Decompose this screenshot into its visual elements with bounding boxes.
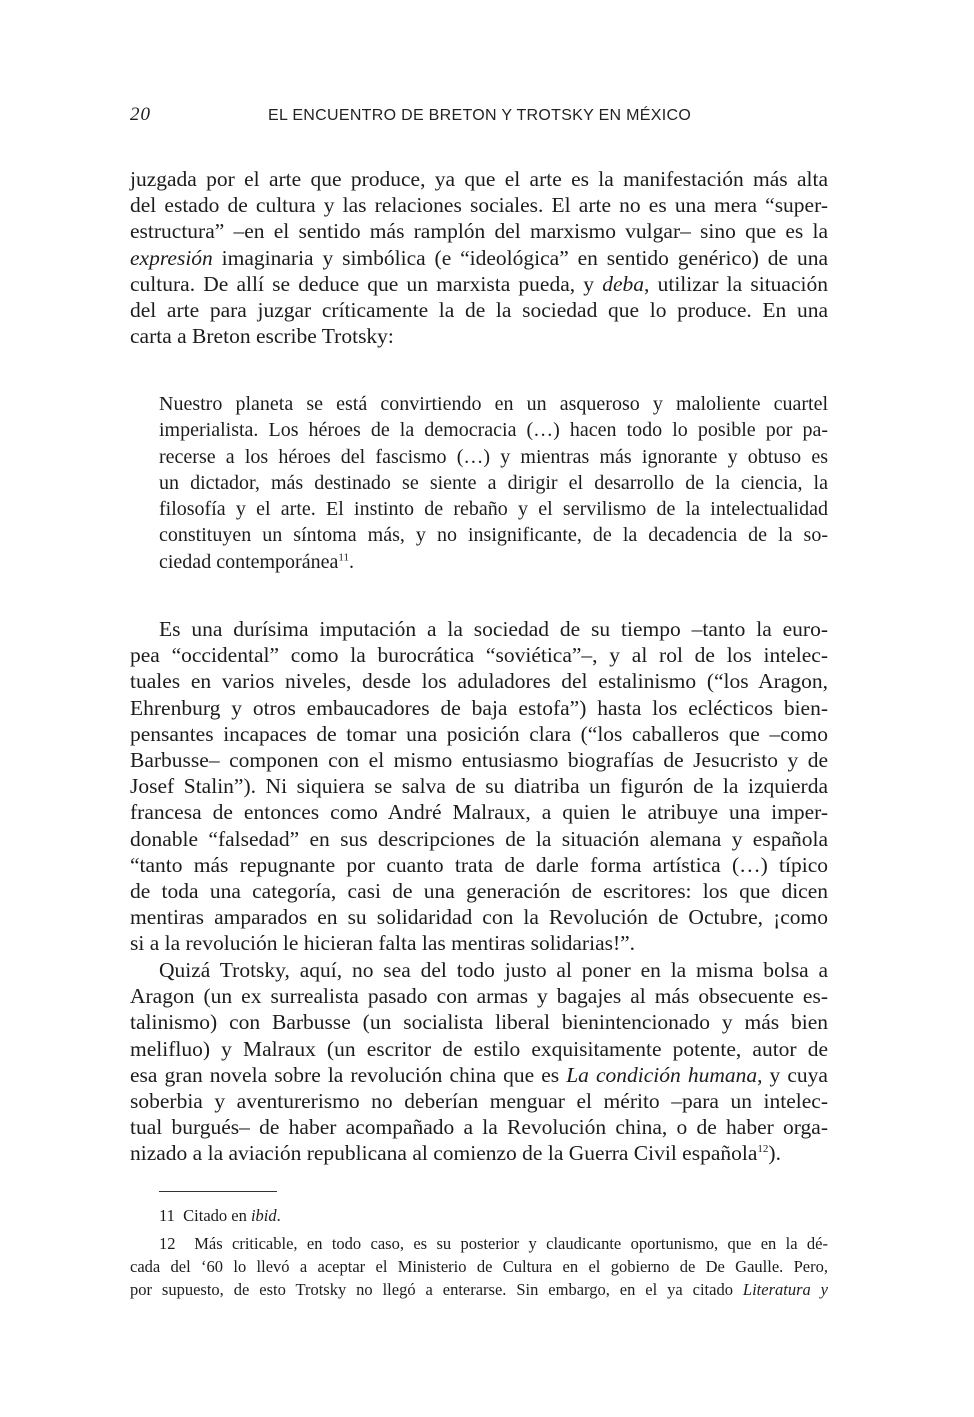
text-line: de toda una categoría, casi de una generación de escritores: los que dicen [130, 879, 828, 904]
text-line [130, 957, 828, 983]
text-line: Aragon (un ex surrealista pasado con armas y bagajes al más obsecuente es- [130, 984, 828, 1009]
footnote-ref[interactable]: 12 [757, 1143, 769, 1156]
italic-term: deba [602, 271, 645, 296]
quote-line: Nuestro planeta se está convirtiendo en un asqueroso y maloliente cuartel [159, 393, 828, 415]
footnote-line [130, 1232, 828, 1255]
text-fragment: . [276, 1206, 281, 1225]
text-fragment: ). [768, 1141, 781, 1166]
text-line: del arte para juzgar críticamente la de la sociedad que lo produce. En una [130, 298, 828, 323]
footnote-number: 11 [159, 1206, 175, 1225]
quote-line: filosofía y el arte. El instinto de rebaño y el servilismo de la intelectualidad [159, 498, 828, 521]
paragraph-1 [130, 166, 828, 349]
text-line: carta a Breton escribe Trotsky: [130, 324, 394, 349]
text-fragment: Citado en [183, 1206, 247, 1225]
block-quote [159, 391, 828, 575]
text-fragment: imaginaria y simbólica (e “ideológica” en sentido genérico) de una [221, 245, 828, 270]
text-fragment: nizado a la aviación republicana al comienzo de la Guerra Civil española [130, 1141, 758, 1166]
text-line [130, 1140, 828, 1166]
text-fragment: , utilizar la situación [644, 271, 828, 296]
footnote-11 [130, 1204, 828, 1227]
text-fragment: ciedad contemporánea [159, 550, 339, 573]
text-line: Josef Stalin”). Ni siquiera se salva de su diatriba un figurón de la izquierda [130, 774, 828, 799]
italic-term: expresión [130, 245, 213, 270]
text-line: tual burgués– de haber acompañado a la Revolución china, o de haber orga- [130, 1115, 828, 1140]
text-fragment: esa gran novela sobre la revolución china que es [130, 1062, 560, 1087]
text-line: pensantes incapaces de tomar una posición clara (“los caballeros que –como [130, 721, 828, 746]
quote-line: recerse a los héroes del fascismo (…) y mientras más ignorante y obtuso es [159, 445, 828, 468]
footnote-ref[interactable]: 11 [338, 551, 349, 564]
text-line: “tanto más repugnante por cuanto trata de darle forma artística (…) típico [130, 852, 828, 877]
text-line: juzgada por el arte que produce, ya que el arte es la manifestación más alta [130, 167, 828, 191]
quote-line: constituyen un síntoma más, y no insignificante, de la decadencia de la so- [159, 524, 828, 547]
text-line: tuales en varios niveles, desde los aduladores del estalinismo (“los Aragon, [130, 669, 828, 694]
text-line: si a la revolución le hicieran falta las mentiras solidarias!”. [130, 931, 636, 956]
footnotes [130, 1204, 828, 1227]
text-line [130, 245, 828, 271]
text-fragment: , y cuya [757, 1062, 828, 1087]
italic-title: Literatura y [742, 1280, 829, 1299]
text-line [130, 616, 828, 642]
text-line: francesa de entonces como André Malraux, a quien le atribuye una imper- [130, 800, 828, 825]
italic-term: ibid [250, 1206, 277, 1225]
footnote-number: 12 [159, 1234, 176, 1253]
text-line: estructura” –en el sentido más ramplón del marxismo vulgar– sino que es la [130, 219, 828, 244]
text-line: melifluo) y Malraux (un escritor de estilo exquisitamente potente, autor de [130, 1036, 828, 1061]
text-line: talinismo) con Barbusse (un socialista liberal bienintencionado y más bien [130, 1010, 828, 1035]
text-line [130, 1062, 828, 1088]
quote-line: un dictador, más destinado se siente a dirigir el desarrollo de la ciencia, la [159, 471, 828, 494]
text-fragment: Más criticable, en todo caso, es su posterior y claudicante oportunismo, que en la dé- [194, 1234, 828, 1253]
page-number: 20 [130, 104, 151, 125]
quote-line: ciedad contemporánea$^{11}$. [159, 550, 354, 573]
text-line: donable “falsedad” en sus descripciones de la situación alemana y española [130, 826, 828, 851]
text-line [130, 271, 828, 297]
text-line: Ehrenburg y otros embaucadores de baja estofa”) hasta los eclécticos bien- [130, 695, 828, 720]
paragraph-3 [130, 957, 828, 1167]
text-line: Barbusse– componen con el mismo entusiasmo biografías de Jesucristo y de [130, 748, 828, 773]
footnote-12 [130, 1232, 828, 1301]
text-fragment: cultura. De allí se deduce que un marxista pueda, y [130, 271, 595, 296]
text-line: soberbia y aventurerismo no deberían menguar el mérito –para un intelec- [130, 1089, 828, 1114]
quote-line: imperialista. Los héroes de la democracia (…) hacen todo lo posible por pa- [159, 419, 828, 442]
footnote-line [130, 1278, 828, 1301]
text-fragment: Quizá Trotsky, aquí, no sea del todo justo al poner en la misma bolsa a [159, 958, 828, 982]
footnote-line: cada del ‘60 lo llevó a aceptar el Ministerio de Cultura en el gobierno de De Gaulle. Pero, [130, 1257, 828, 1276]
text-fragment: Es una durísima imputación a la sociedad de su tiempo –tanto la euro- [159, 617, 828, 641]
text-fragment: por supuesto, de esto Trotsky no llegó a enterarse. Sin embargo, en el ya citado [130, 1280, 733, 1299]
footnote-separator [159, 1191, 277, 1192]
text-line: pea “occidental” como la burocrática “soviética”–, y al rol de los intelec- [130, 643, 828, 668]
text-line: mentiras amparados en su solidaridad con la Revolución de Octubre, ¡como [130, 905, 828, 930]
italic-title: La condición humana [566, 1062, 758, 1087]
text-line: del estado de cultura y las relaciones sociales. El arte no es una mera “super- [130, 193, 828, 218]
paragraph-2 [130, 616, 828, 957]
running-head: EL ENCUENTRO DE BRETON Y TROTSKY EN MÉXICO [268, 107, 692, 124]
